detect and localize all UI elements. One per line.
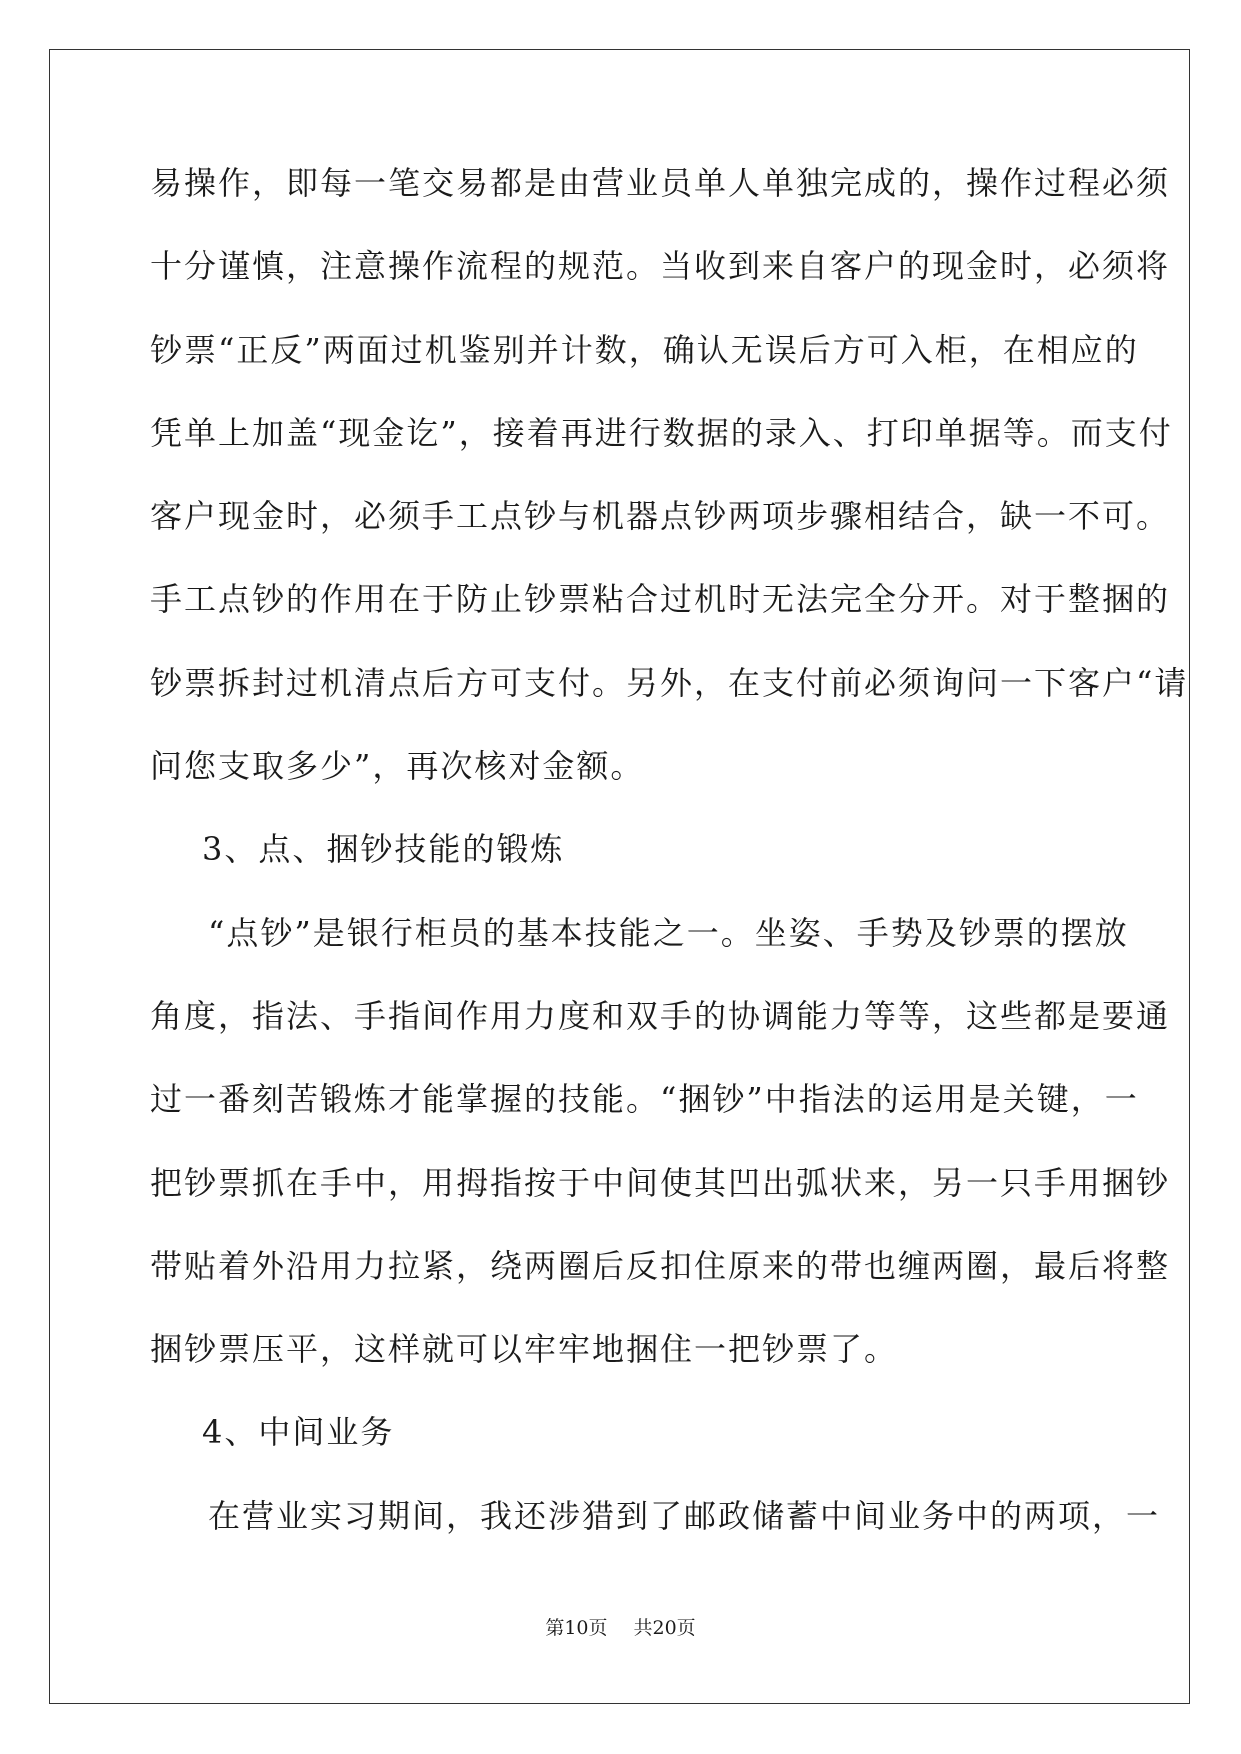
text-line: 手工点钞的作用在于防止钞票粘合过机时无法完全分开。对于整捆的 [150,580,1171,619]
section-heading: 4、中间业务 [202,1413,395,1452]
section-heading: 3、点、捆钞技能的锻炼 [202,830,565,869]
text-line: 钞票拆封过机清点后方可支付。另外，在支付前必须询问一下客户“请 [150,663,1189,702]
text-line: 把钞票抓在手中，用拇指按于中间使其凹出弧状来，另一只手用捆钞 [150,1163,1171,1202]
text-line: 钞票“正反”两面过机鉴别并计数，确认无误后方可入柜，在相应的 [150,330,1139,369]
text-line: 角度，指法、手指间作用力度和双手的协调能力等等，这些都是要通 [150,996,1171,1035]
text-line: 在营业实习期间，我还涉猎到了邮政储蓄中间业务中的两项，一 [208,1496,1161,1535]
page-total: 共20页 [633,1617,696,1639]
text-line: 客户现金时，必须手工点钞与机器点钞两项步骤相结合，缺一不可。 [150,497,1171,536]
text-line: 十分谨慎，注意操作流程的规范。当收到来自客户的现金时，必须将 [150,247,1171,286]
text-line: 凭单上加盖“现金讫”，接着再进行数据的录入、打印单据等。而支付 [150,413,1173,452]
text-line: 问您支取多少”，再次核对金额。 [150,747,645,786]
page-number: 第10页 [545,1617,608,1639]
text-line: 捆钞票压平，这样就可以牢牢地捆住一把钞票了。 [150,1330,899,1369]
page-footer [0,1613,1241,1640]
document-body [150,155,1189,1571]
text-line: 带贴着外沿用力拉紧，绕两圈后反扣住原来的带也缠两圈，最后将整 [150,1246,1171,1285]
text-line: “点钞”是银行柜员的基本技能之一。坐姿、手势及钞票的摆放 [208,913,1129,952]
text-line: 过一番刻苦锻炼才能掌握的技能。“捆钞”中指法的运用是关键，一 [150,1080,1139,1119]
text-line: 易操作，即每一笔交易都是由营业员单人单独完成的，操作过程必须 [150,164,1171,202]
